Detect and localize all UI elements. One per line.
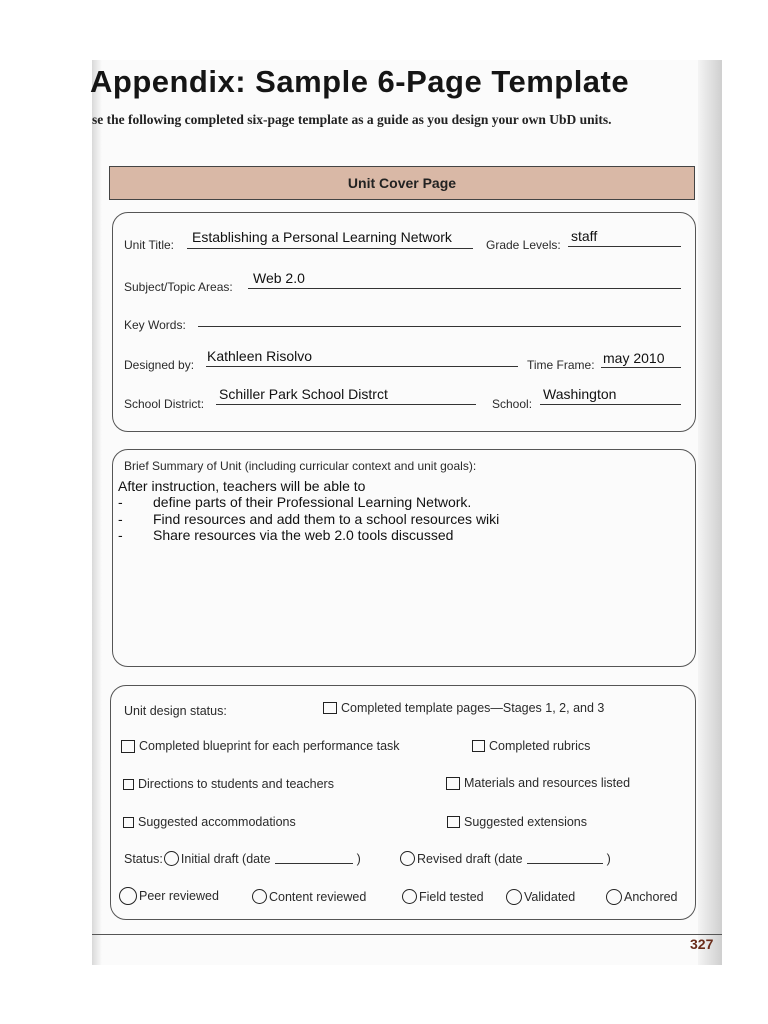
radio-icon[interactable] [400, 851, 415, 866]
checkbox-icon[interactable] [446, 777, 460, 790]
radio-icon[interactable] [402, 889, 417, 904]
extensions-checkbox[interactable] [447, 815, 587, 829]
checkbox-icon[interactable] [123, 779, 134, 790]
page-gutter-shadow [92, 60, 102, 965]
completed-pages-label: Completed template pages—Stages 1, 2, and 3 [341, 701, 605, 715]
checkbox-icon[interactable] [121, 740, 135, 753]
close-paren: ) [356, 851, 361, 866]
radio-icon[interactable] [119, 887, 137, 905]
revised-draft-label: Revised draft (date [417, 851, 523, 866]
peer-reviewed-radio[interactable] [119, 887, 219, 905]
checkbox-icon[interactable] [472, 740, 485, 752]
status-label: Status: [124, 851, 163, 866]
checkbox-icon[interactable] [447, 816, 460, 828]
school-district-value[interactable]: Schiller Park School Distrct [219, 386, 388, 402]
time-frame-value[interactable]: may 2010 [603, 350, 665, 366]
list-item[interactable]: - define parts of their Professional Learning Network. [118, 494, 499, 511]
revised-draft-radio[interactable] [400, 851, 611, 866]
page-title: Appendix: Sample 6-Page Template [90, 64, 630, 99]
unit-title-line [187, 248, 473, 249]
validated-label: Validated [524, 890, 576, 904]
completed-pages-checkbox[interactable] [323, 701, 604, 715]
field-tested-radio[interactable] [402, 889, 484, 904]
content-reviewed-radio[interactable] [252, 889, 366, 904]
directions-checkbox[interactable] [123, 777, 334, 791]
unit-title-label: Unit Title: [124, 238, 175, 252]
school-line [540, 404, 681, 405]
list-item[interactable]: - Share resources via the web 2.0 tools discussed [118, 527, 499, 544]
key-words-line [198, 326, 681, 327]
radio-icon[interactable] [506, 889, 522, 905]
school-label: School: [492, 397, 533, 411]
summary-intro[interactable]: After instruction, teachers will be able to [118, 478, 366, 494]
intro-text: se the following completed six-page template as a guide as you design your own UbD units. [92, 112, 612, 127]
school-value[interactable]: Washington [543, 386, 617, 402]
grade-levels-line [568, 246, 681, 247]
initial-draft-label: Initial draft (date [180, 851, 271, 866]
summary-list [118, 494, 499, 544]
page-edge-shadow [698, 60, 722, 965]
time-frame-label: Time Frame: [527, 358, 595, 372]
accommodations-label: Suggested accommodations [138, 815, 296, 829]
grade-levels-label: Grade Levels: [486, 238, 561, 252]
peer-reviewed-label: Peer reviewed [139, 889, 219, 903]
subject-label: Subject/Topic Areas: [124, 280, 233, 294]
list-item[interactable]: - Find resources and add them to a school resources wiki [118, 511, 499, 528]
key-words-label: Key Words: [124, 318, 186, 332]
unit-title-value[interactable]: Establishing a Personal Learning Network [192, 229, 452, 245]
date-blank[interactable] [275, 854, 353, 864]
directions-label: Directions to students and teachers [138, 777, 334, 791]
summary-title: Brief Summary of Unit (including curricular context and unit goals): [124, 459, 477, 473]
extensions-label: Suggested extensions [464, 815, 588, 829]
radio-icon[interactable] [606, 889, 622, 905]
materials-label: Materials and resources listed [464, 776, 631, 790]
design-status-box [110, 685, 696, 920]
checkbox-icon[interactable] [323, 702, 337, 714]
cover-title-text: Unit Cover Page [347, 175, 457, 191]
materials-checkbox[interactable] [446, 776, 630, 790]
unit-design-status-label: Unit design status: [124, 704, 227, 718]
rubrics-checkbox[interactable] [472, 739, 590, 753]
anchored-label: Anchored [624, 890, 678, 904]
accommodations-checkbox[interactable] [123, 815, 296, 829]
designed-by-label: Designed by: [124, 358, 195, 372]
checkbox-icon[interactable] [123, 817, 134, 828]
close-paren: ) [606, 851, 611, 866]
unit-cover-title [109, 166, 695, 200]
radio-icon[interactable] [164, 851, 179, 866]
subject-line [248, 288, 681, 289]
designed-by-value[interactable]: Kathleen Risolvo [207, 348, 313, 364]
content-reviewed-label: Content reviewed [269, 889, 367, 904]
radio-icon[interactable] [252, 889, 267, 904]
page-number: 327 [690, 936, 714, 952]
blueprint-label: Completed blueprint for each performance task [139, 739, 400, 753]
subject-value[interactable]: Web 2.0 [253, 270, 305, 286]
school-district-line [216, 404, 476, 405]
validated-radio[interactable] [506, 889, 575, 905]
anchored-radio[interactable] [606, 889, 678, 905]
date-blank[interactable] [527, 854, 603, 864]
footer-divider [92, 934, 722, 935]
designed-by-line [206, 366, 518, 367]
school-district-label: School District: [124, 397, 205, 411]
initial-draft-radio[interactable] [124, 851, 361, 866]
blueprint-checkbox[interactable] [121, 739, 400, 753]
grade-levels-value[interactable]: staff [571, 228, 598, 244]
rubrics-label: Completed rubrics [489, 739, 591, 753]
time-frame-line [601, 367, 681, 368]
field-tested-label: Field tested [419, 889, 484, 904]
